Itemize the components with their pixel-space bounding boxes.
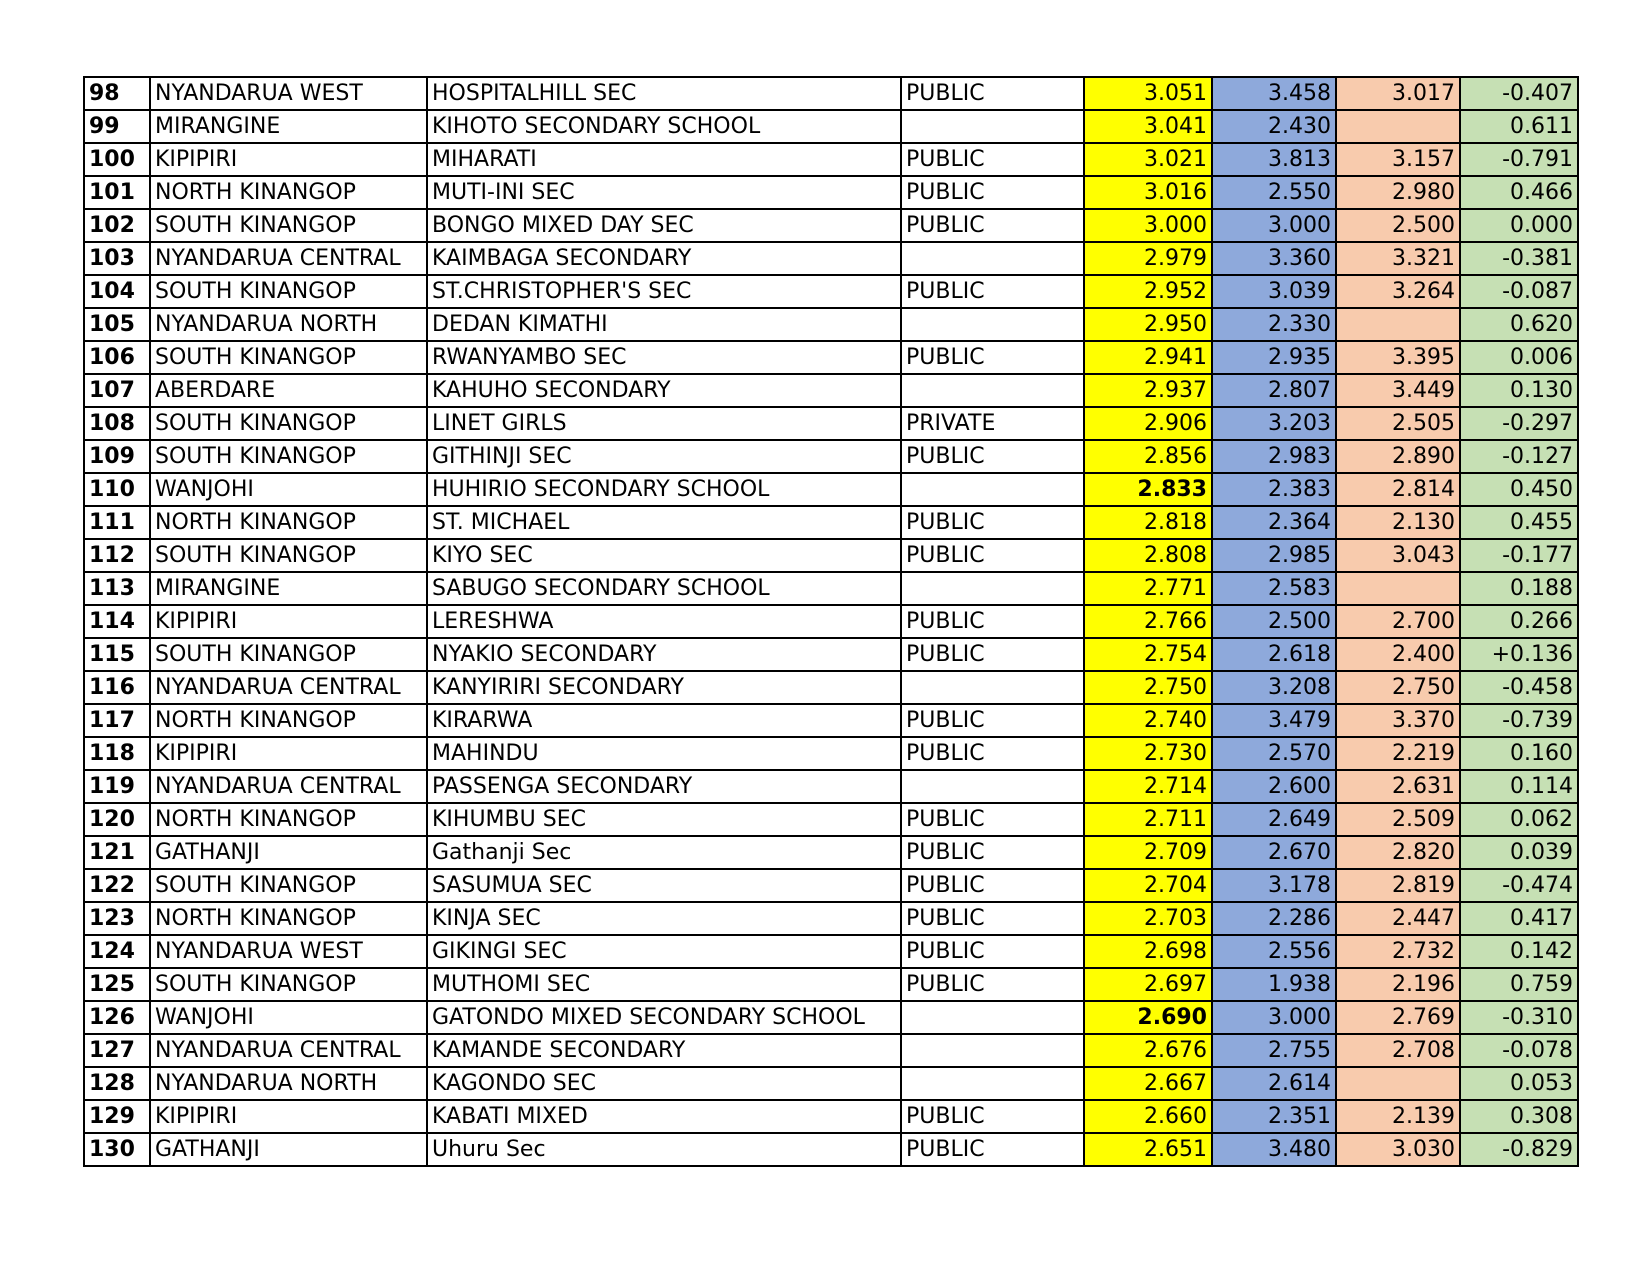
- zone-cell: WANJOHI: [150, 1001, 427, 1034]
- table-row: [84, 1100, 1578, 1133]
- zone-cell: SOUTH KINANGOP: [150, 869, 427, 902]
- category-cell: [901, 1001, 1084, 1034]
- rank-cell: 104: [84, 275, 150, 308]
- zone-cell: NORTH KINANGOP: [150, 506, 427, 539]
- deviation-cell: 0.062: [1460, 803, 1578, 836]
- category-cell: PUBLIC: [901, 143, 1084, 176]
- earlier-score-cell: [1336, 1067, 1460, 1100]
- category-cell: PUBLIC: [901, 1133, 1084, 1166]
- category-cell: PUBLIC: [901, 506, 1084, 539]
- table-row: [84, 704, 1578, 737]
- earlier-score-cell: 2.500: [1336, 209, 1460, 242]
- deviation-cell: -0.087: [1460, 275, 1578, 308]
- rank-cell: 128: [84, 1067, 150, 1100]
- table-row: [84, 1067, 1578, 1100]
- deviation-cell: 0.053: [1460, 1067, 1578, 1100]
- previous-score-cell: 2.670: [1212, 836, 1336, 869]
- earlier-score-cell: 2.509: [1336, 803, 1460, 836]
- table-row: [84, 968, 1578, 1001]
- zone-cell: KIPIPIRI: [150, 737, 427, 770]
- table-row: [84, 572, 1578, 605]
- school-name-cell: PASSENGA SECONDARY: [427, 770, 901, 803]
- previous-score-cell: 2.983: [1212, 440, 1336, 473]
- rank-cell: 110: [84, 473, 150, 506]
- zone-cell: SOUTH KINANGOP: [150, 407, 427, 440]
- mean-score-cell: 2.937: [1084, 374, 1212, 407]
- table-row: [84, 605, 1578, 638]
- category-cell: PUBLIC: [901, 341, 1084, 374]
- mean-score-cell: 2.660: [1084, 1100, 1212, 1133]
- previous-score-cell: 3.458: [1212, 77, 1336, 110]
- deviation-cell: -0.381: [1460, 242, 1578, 275]
- school-name-cell: KIHOTO SECONDARY SCHOOL: [427, 110, 901, 143]
- table-row: [84, 737, 1578, 770]
- deviation-cell: +0.136: [1460, 638, 1578, 671]
- earlier-score-cell: 3.370: [1336, 704, 1460, 737]
- zone-cell: NYANDARUA WEST: [150, 935, 427, 968]
- mean-score-cell: 2.730: [1084, 737, 1212, 770]
- zone-cell: NYANDARUA CENTRAL: [150, 770, 427, 803]
- previous-score-cell: 3.039: [1212, 275, 1336, 308]
- zone-cell: MIRANGINE: [150, 110, 427, 143]
- school-name-cell: HOSPITALHILL SEC: [427, 77, 901, 110]
- table-row: [84, 176, 1578, 209]
- table-row: [84, 275, 1578, 308]
- school-results-table: [83, 76, 1579, 1167]
- school-name-cell: Gathanji Sec: [427, 836, 901, 869]
- zone-cell: NYANDARUA WEST: [150, 77, 427, 110]
- rank-cell: 108: [84, 407, 150, 440]
- rank-cell: 113: [84, 572, 150, 605]
- zone-cell: SOUTH KINANGOP: [150, 275, 427, 308]
- category-cell: PUBLIC: [901, 737, 1084, 770]
- mean-score-cell: 3.000: [1084, 209, 1212, 242]
- table-row: [84, 341, 1578, 374]
- category-cell: PUBLIC: [901, 77, 1084, 110]
- mean-score-cell: 2.766: [1084, 605, 1212, 638]
- rank-cell: 98: [84, 77, 150, 110]
- deviation-cell: -0.739: [1460, 704, 1578, 737]
- table-row: [84, 143, 1578, 176]
- mean-score-cell: 2.906: [1084, 407, 1212, 440]
- deviation-cell: 0.450: [1460, 473, 1578, 506]
- school-name-cell: KANYIRIRI SECONDARY: [427, 671, 901, 704]
- category-cell: PUBLIC: [901, 803, 1084, 836]
- rank-cell: 123: [84, 902, 150, 935]
- earlier-score-cell: 3.157: [1336, 143, 1460, 176]
- table-body: [84, 77, 1578, 1166]
- previous-score-cell: 2.570: [1212, 737, 1336, 770]
- previous-score-cell: 2.649: [1212, 803, 1336, 836]
- table-row: [84, 935, 1578, 968]
- previous-score-cell: 3.480: [1212, 1133, 1336, 1166]
- rank-cell: 120: [84, 803, 150, 836]
- school-name-cell: KAIMBAGA SECONDARY: [427, 242, 901, 275]
- deviation-cell: -0.297: [1460, 407, 1578, 440]
- previous-score-cell: 3.203: [1212, 407, 1336, 440]
- rank-cell: 118: [84, 737, 150, 770]
- earlier-score-cell: 3.395: [1336, 341, 1460, 374]
- school-name-cell: MIHARATI: [427, 143, 901, 176]
- zone-cell: SOUTH KINANGOP: [150, 341, 427, 374]
- mean-score-cell: 2.698: [1084, 935, 1212, 968]
- mean-score-cell: 3.021: [1084, 143, 1212, 176]
- deviation-cell: -0.078: [1460, 1034, 1578, 1067]
- category-cell: PRIVATE: [901, 407, 1084, 440]
- rank-cell: 111: [84, 506, 150, 539]
- earlier-score-cell: 2.400: [1336, 638, 1460, 671]
- mean-score-cell: 2.690: [1084, 1001, 1212, 1034]
- rank-cell: 119: [84, 770, 150, 803]
- deviation-cell: -0.791: [1460, 143, 1578, 176]
- table-row: [84, 374, 1578, 407]
- earlier-score-cell: 2.732: [1336, 935, 1460, 968]
- deviation-cell: 0.039: [1460, 836, 1578, 869]
- earlier-score-cell: 2.505: [1336, 407, 1460, 440]
- category-cell: PUBLIC: [901, 539, 1084, 572]
- earlier-score-cell: 2.196: [1336, 968, 1460, 1001]
- category-cell: [901, 1034, 1084, 1067]
- school-name-cell: ST.CHRISTOPHER'S SEC: [427, 275, 901, 308]
- deviation-cell: -0.474: [1460, 869, 1578, 902]
- rank-cell: 129: [84, 1100, 150, 1133]
- previous-score-cell: 2.600: [1212, 770, 1336, 803]
- zone-cell: NYANDARUA CENTRAL: [150, 242, 427, 275]
- zone-cell: KIPIPIRI: [150, 143, 427, 176]
- zone-cell: NORTH KINANGOP: [150, 176, 427, 209]
- deviation-cell: 0.611: [1460, 110, 1578, 143]
- mean-score-cell: 2.714: [1084, 770, 1212, 803]
- school-name-cell: MUTI-INI SEC: [427, 176, 901, 209]
- earlier-score-cell: 2.819: [1336, 869, 1460, 902]
- deviation-cell: -0.407: [1460, 77, 1578, 110]
- table-row: [84, 770, 1578, 803]
- table-row: [84, 1034, 1578, 1067]
- previous-score-cell: 3.813: [1212, 143, 1336, 176]
- rank-cell: 126: [84, 1001, 150, 1034]
- school-name-cell: KAGONDO SEC: [427, 1067, 901, 1100]
- mean-score-cell: 2.771: [1084, 572, 1212, 605]
- rank-cell: 121: [84, 836, 150, 869]
- rank-cell: 102: [84, 209, 150, 242]
- category-cell: PUBLIC: [901, 638, 1084, 671]
- rank-cell: 116: [84, 671, 150, 704]
- mean-score-cell: 3.041: [1084, 110, 1212, 143]
- mean-score-cell: 2.856: [1084, 440, 1212, 473]
- rank-cell: 114: [84, 605, 150, 638]
- previous-score-cell: 2.755: [1212, 1034, 1336, 1067]
- earlier-score-cell: 2.980: [1336, 176, 1460, 209]
- previous-score-cell: 2.364: [1212, 506, 1336, 539]
- mean-score-cell: 3.016: [1084, 176, 1212, 209]
- previous-score-cell: 2.935: [1212, 341, 1336, 374]
- table-row: [84, 902, 1578, 935]
- category-cell: PUBLIC: [901, 968, 1084, 1001]
- earlier-score-cell: 2.708: [1336, 1034, 1460, 1067]
- school-name-cell: MAHINDU: [427, 737, 901, 770]
- school-name-cell: LINET GIRLS: [427, 407, 901, 440]
- zone-cell: NYANDARUA CENTRAL: [150, 671, 427, 704]
- table-row: [84, 836, 1578, 869]
- school-name-cell: GATONDO MIXED SECONDARY SCHOOL: [427, 1001, 901, 1034]
- rank-cell: 99: [84, 110, 150, 143]
- previous-score-cell: 2.286: [1212, 902, 1336, 935]
- category-cell: [901, 308, 1084, 341]
- mean-score-cell: 2.952: [1084, 275, 1212, 308]
- deviation-cell: 0.466: [1460, 176, 1578, 209]
- earlier-score-cell: 2.700: [1336, 605, 1460, 638]
- school-name-cell: KAHUHO SECONDARY: [427, 374, 901, 407]
- previous-score-cell: 3.000: [1212, 209, 1336, 242]
- table-row: [84, 308, 1578, 341]
- previous-score-cell: 2.383: [1212, 473, 1336, 506]
- deviation-cell: 0.455: [1460, 506, 1578, 539]
- previous-score-cell: 2.614: [1212, 1067, 1336, 1100]
- deviation-cell: -0.310: [1460, 1001, 1578, 1034]
- table-row: [84, 242, 1578, 275]
- previous-score-cell: 2.351: [1212, 1100, 1336, 1133]
- school-name-cell: GITHINJI SEC: [427, 440, 901, 473]
- earlier-score-cell: 2.130: [1336, 506, 1460, 539]
- school-name-cell: KABATI MIXED: [427, 1100, 901, 1133]
- mean-score-cell: 2.703: [1084, 902, 1212, 935]
- school-name-cell: GIKINGI SEC: [427, 935, 901, 968]
- rank-cell: 107: [84, 374, 150, 407]
- category-cell: PUBLIC: [901, 869, 1084, 902]
- table-row: [84, 473, 1578, 506]
- table-row: [84, 77, 1578, 110]
- zone-cell: SOUTH KINANGOP: [150, 968, 427, 1001]
- school-name-cell: KINJA SEC: [427, 902, 901, 935]
- zone-cell: NORTH KINANGOP: [150, 803, 427, 836]
- rank-cell: 100: [84, 143, 150, 176]
- deviation-cell: 0.759: [1460, 968, 1578, 1001]
- mean-score-cell: 2.818: [1084, 506, 1212, 539]
- school-name-cell: NYAKIO SECONDARY: [427, 638, 901, 671]
- category-cell: [901, 374, 1084, 407]
- deviation-cell: 0.417: [1460, 902, 1578, 935]
- rank-cell: 117: [84, 704, 150, 737]
- category-cell: [901, 671, 1084, 704]
- school-name-cell: Uhuru Sec: [427, 1133, 901, 1166]
- earlier-score-cell: 2.820: [1336, 836, 1460, 869]
- table-row: [84, 506, 1578, 539]
- table-row: [84, 407, 1578, 440]
- previous-score-cell: 2.330: [1212, 308, 1336, 341]
- zone-cell: KIPIPIRI: [150, 605, 427, 638]
- earlier-score-cell: 3.264: [1336, 275, 1460, 308]
- rank-cell: 105: [84, 308, 150, 341]
- mean-score-cell: 2.709: [1084, 836, 1212, 869]
- mean-score-cell: 3.051: [1084, 77, 1212, 110]
- table-row: [84, 803, 1578, 836]
- mean-score-cell: 2.754: [1084, 638, 1212, 671]
- previous-score-cell: 1.938: [1212, 968, 1336, 1001]
- table-row: [84, 209, 1578, 242]
- zone-cell: SOUTH KINANGOP: [150, 209, 427, 242]
- zone-cell: NYANDARUA CENTRAL: [150, 1034, 427, 1067]
- zone-cell: GATHANJI: [150, 836, 427, 869]
- rank-cell: 103: [84, 242, 150, 275]
- rank-cell: 124: [84, 935, 150, 968]
- deviation-cell: 0.142: [1460, 935, 1578, 968]
- earlier-score-cell: 3.449: [1336, 374, 1460, 407]
- rank-cell: 127: [84, 1034, 150, 1067]
- earlier-score-cell: 2.447: [1336, 902, 1460, 935]
- deviation-cell: -0.829: [1460, 1133, 1578, 1166]
- school-name-cell: SABUGO SECONDARY SCHOOL: [427, 572, 901, 605]
- previous-score-cell: 2.550: [1212, 176, 1336, 209]
- previous-score-cell: 2.500: [1212, 605, 1336, 638]
- earlier-score-cell: [1336, 308, 1460, 341]
- mean-score-cell: 2.941: [1084, 341, 1212, 374]
- earlier-score-cell: 2.890: [1336, 440, 1460, 473]
- zone-cell: NYANDARUA NORTH: [150, 308, 427, 341]
- rank-cell: 125: [84, 968, 150, 1001]
- rank-cell: 122: [84, 869, 150, 902]
- table-row: [84, 638, 1578, 671]
- mean-score-cell: 2.833: [1084, 473, 1212, 506]
- rank-cell: 112: [84, 539, 150, 572]
- deviation-cell: 0.000: [1460, 209, 1578, 242]
- previous-score-cell: 3.000: [1212, 1001, 1336, 1034]
- zone-cell: ABERDARE: [150, 374, 427, 407]
- previous-score-cell: 3.479: [1212, 704, 1336, 737]
- table-row: [84, 440, 1578, 473]
- school-name-cell: BONGO MIXED DAY SEC: [427, 209, 901, 242]
- earlier-score-cell: 3.017: [1336, 77, 1460, 110]
- previous-score-cell: 2.583: [1212, 572, 1336, 605]
- school-name-cell: ST. MICHAEL: [427, 506, 901, 539]
- rank-cell: 130: [84, 1133, 150, 1166]
- table-row: [84, 110, 1578, 143]
- mean-score-cell: 2.740: [1084, 704, 1212, 737]
- mean-score-cell: 2.950: [1084, 308, 1212, 341]
- category-cell: [901, 572, 1084, 605]
- earlier-score-cell: 3.030: [1336, 1133, 1460, 1166]
- table-row: [84, 1133, 1578, 1166]
- zone-cell: NORTH KINANGOP: [150, 704, 427, 737]
- rank-cell: 106: [84, 341, 150, 374]
- zone-cell: SOUTH KINANGOP: [150, 638, 427, 671]
- deviation-cell: 0.006: [1460, 341, 1578, 374]
- deviation-cell: -0.458: [1460, 671, 1578, 704]
- previous-score-cell: 3.360: [1212, 242, 1336, 275]
- category-cell: [901, 110, 1084, 143]
- category-cell: PUBLIC: [901, 209, 1084, 242]
- deviation-cell: 0.188: [1460, 572, 1578, 605]
- category-cell: PUBLIC: [901, 1100, 1084, 1133]
- deviation-cell: 0.620: [1460, 308, 1578, 341]
- zone-cell: SOUTH KINANGOP: [150, 539, 427, 572]
- deviation-cell: -0.127: [1460, 440, 1578, 473]
- previous-score-cell: 2.618: [1212, 638, 1336, 671]
- deviation-cell: 0.114: [1460, 770, 1578, 803]
- school-name-cell: KIYO SEC: [427, 539, 901, 572]
- zone-cell: SOUTH KINANGOP: [150, 440, 427, 473]
- rank-cell: 115: [84, 638, 150, 671]
- previous-score-cell: 2.985: [1212, 539, 1336, 572]
- school-name-cell: MUTHOMI SEC: [427, 968, 901, 1001]
- category-cell: [901, 242, 1084, 275]
- earlier-score-cell: 3.321: [1336, 242, 1460, 275]
- category-cell: PUBLIC: [901, 440, 1084, 473]
- school-name-cell: LERESHWA: [427, 605, 901, 638]
- earlier-score-cell: 2.769: [1336, 1001, 1460, 1034]
- mean-score-cell: 2.651: [1084, 1133, 1212, 1166]
- school-name-cell: RWANYAMBO SEC: [427, 341, 901, 374]
- rank-cell: 101: [84, 176, 150, 209]
- mean-score-cell: 2.697: [1084, 968, 1212, 1001]
- mean-score-cell: 2.667: [1084, 1067, 1212, 1100]
- category-cell: PUBLIC: [901, 704, 1084, 737]
- school-name-cell: SASUMUA SEC: [427, 869, 901, 902]
- category-cell: PUBLIC: [901, 605, 1084, 638]
- zone-cell: NYANDARUA NORTH: [150, 1067, 427, 1100]
- mean-score-cell: 2.704: [1084, 869, 1212, 902]
- previous-score-cell: 3.208: [1212, 671, 1336, 704]
- deviation-cell: -0.177: [1460, 539, 1578, 572]
- earlier-score-cell: 2.750: [1336, 671, 1460, 704]
- zone-cell: MIRANGINE: [150, 572, 427, 605]
- earlier-score-cell: 2.814: [1336, 473, 1460, 506]
- school-name-cell: KIRARWA: [427, 704, 901, 737]
- table-row: [84, 869, 1578, 902]
- category-cell: PUBLIC: [901, 935, 1084, 968]
- mean-score-cell: 2.711: [1084, 803, 1212, 836]
- category-cell: [901, 1067, 1084, 1100]
- table-row: [84, 539, 1578, 572]
- category-cell: PUBLIC: [901, 176, 1084, 209]
- table-row: [84, 1001, 1578, 1034]
- mean-score-cell: 2.750: [1084, 671, 1212, 704]
- earlier-score-cell: 3.043: [1336, 539, 1460, 572]
- previous-score-cell: 2.430: [1212, 110, 1336, 143]
- deviation-cell: 0.266: [1460, 605, 1578, 638]
- zone-cell: WANJOHI: [150, 473, 427, 506]
- school-name-cell: KIHUMBU SEC: [427, 803, 901, 836]
- school-name-cell: KAMANDE SECONDARY: [427, 1034, 901, 1067]
- category-cell: PUBLIC: [901, 836, 1084, 869]
- table-row: [84, 671, 1578, 704]
- previous-score-cell: 3.178: [1212, 869, 1336, 902]
- deviation-cell: 0.160: [1460, 737, 1578, 770]
- category-cell: PUBLIC: [901, 275, 1084, 308]
- earlier-score-cell: 2.139: [1336, 1100, 1460, 1133]
- deviation-cell: 0.130: [1460, 374, 1578, 407]
- category-cell: [901, 473, 1084, 506]
- school-name-cell: DEDAN KIMATHI: [427, 308, 901, 341]
- deviation-cell: 0.308: [1460, 1100, 1578, 1133]
- rank-cell: 109: [84, 440, 150, 473]
- previous-score-cell: 2.807: [1212, 374, 1336, 407]
- school-name-cell: HUHIRIO SECONDARY SCHOOL: [427, 473, 901, 506]
- earlier-score-cell: 2.219: [1336, 737, 1460, 770]
- zone-cell: NORTH KINANGOP: [150, 902, 427, 935]
- earlier-score-cell: [1336, 572, 1460, 605]
- earlier-score-cell: [1336, 110, 1460, 143]
- category-cell: PUBLIC: [901, 902, 1084, 935]
- mean-score-cell: 2.808: [1084, 539, 1212, 572]
- earlier-score-cell: 2.631: [1336, 770, 1460, 803]
- mean-score-cell: 2.979: [1084, 242, 1212, 275]
- mean-score-cell: 2.676: [1084, 1034, 1212, 1067]
- category-cell: [901, 770, 1084, 803]
- zone-cell: KIPIPIRI: [150, 1100, 427, 1133]
- previous-score-cell: 2.556: [1212, 935, 1336, 968]
- zone-cell: GATHANJI: [150, 1133, 427, 1166]
